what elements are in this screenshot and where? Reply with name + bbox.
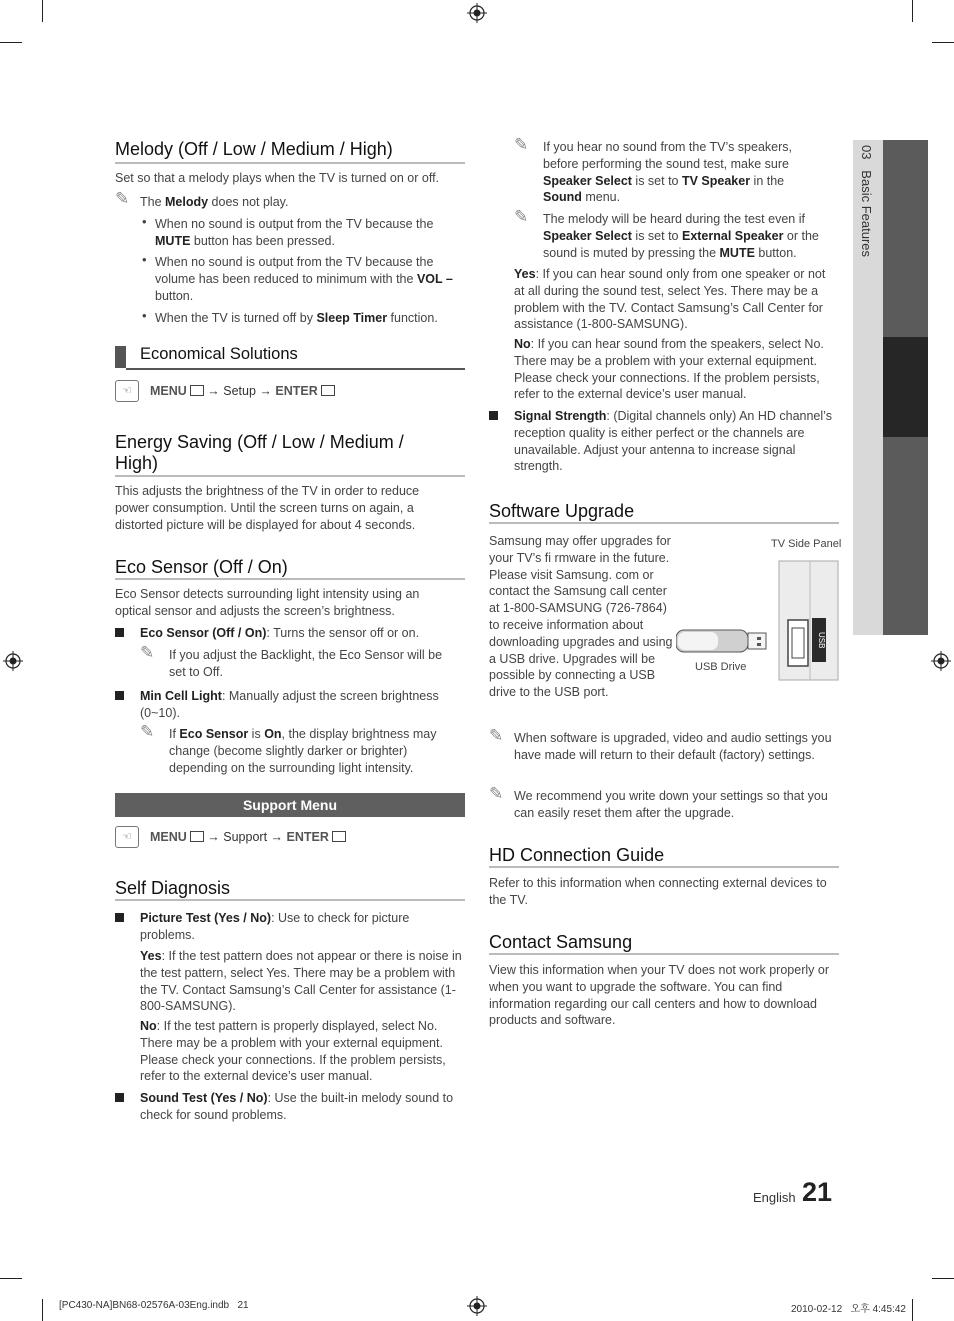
crop-mark [912, 0, 913, 22]
contact-samsung-body: View this information when your TV does not work properly or when you want to upgrade the software. You can find information regarding our call centers and how to download products and software. [489, 963, 829, 1028]
eco-item-2: Min Cell Light: Manually adjust the screen brightness (0~10). [140, 689, 439, 720]
hd-connection-heading: HD Connection Guide [489, 845, 665, 865]
self-diagnosis-heading: Self Diagnosis [115, 878, 231, 898]
crop-mark [42, 1299, 43, 1321]
usb-port-label: USB [817, 631, 826, 649]
note-pencil-icon: ✎ [140, 722, 155, 741]
crop-mark [912, 1299, 913, 1321]
eco-note-2: If Eco Sensor is On, the display brightness may change (become slightly darker or brighter) depending on the surrounding light intensity. [169, 727, 437, 775]
menu-icon [190, 385, 204, 396]
eco-heading: Eco Sensor (Off / On) [115, 557, 288, 577]
melody-heading: Melody (Off / Low / Medium / High) [115, 139, 393, 159]
crop-mark [0, 1278, 22, 1279]
hd-connection-body: Refer to this information when connecting external devices to the TV. [489, 876, 827, 907]
note-pencil-icon: ✎ [140, 643, 155, 662]
section-marker [115, 346, 126, 368]
note-pencil-icon: ✎ [489, 784, 504, 803]
signal-strength: Signal Strength: (Digital channels only) An HD channel’s reception quality is either perfect or the channels are unavailable. Adjust your antenna to increase signal strength. [514, 409, 832, 474]
economical-menu-path: MENU → Setup → ENTER [150, 384, 335, 398]
speaker-note-1: If you hear no sound from the TV’s speakers, before performing the sound test, make sure Speaker Select is set to TV Speaker in the Sound menu. [543, 140, 792, 205]
registration-mark-icon [467, 1296, 487, 1316]
picture-test: Picture Test (Yes / No): Use to check for picture problems. [140, 911, 410, 942]
software-upgrade-heading: Software Upgrade [489, 501, 635, 521]
sound-test-yes: Yes: If you can hear sound only from one speaker or not at all during the sound test, select Yes. There may be a problem with the TV. Contact Samsung’s Call Center for assistance (1-800-SAMSUNG). [514, 267, 826, 332]
economical-heading: Economical Solutions [140, 345, 298, 363]
menu-icon [190, 831, 204, 842]
chapter-label: 03 Basic Features [859, 145, 874, 257]
speaker-note-2: The melody will be heard during the test even if Speaker Select is set to External Speaker or the sound is muted by pressing the MUTE button. [543, 212, 819, 260]
contact-samsung-heading: Contact Samsung [489, 932, 633, 952]
heading-rule [489, 522, 839, 524]
page-number: 21 [802, 1177, 833, 1207]
sound-test: Sound Test (Yes / No): Use the built-in melody sound to check for sound problems. [140, 1091, 454, 1122]
heading-rule [115, 475, 465, 477]
software-body: Samsung may offer upgrades for your TV’s fi rmware in the future. Please visit Samsung. com or contact the Samsung call center at 1-800-SAMSUNG (726-7864) to receive information about downloading upgrades and using a USB drive. Upgrades will be possible by connecting a USB drive to the USB port. [489, 534, 673, 700]
support-menu-path: MENU → Support → ENTER [150, 830, 346, 844]
heading-rule [115, 578, 465, 580]
melody-bullet-2: When no sound is output from the TV because the volume has been reduced to minimum with the VOL – button. [155, 255, 453, 303]
eco-body: Eco Sensor detects surrounding light intensity using an optical sensor and adjusts the screen’s brightness. [115, 587, 420, 618]
side-tab-block [883, 437, 928, 635]
enter-icon [321, 385, 335, 396]
footer-file: [PC430-NA]BN68-02576A-03Eng.indb 21 [59, 1300, 249, 1311]
square-bullet-icon [115, 913, 124, 922]
registration-mark-icon [3, 651, 23, 671]
menu-hand-icon: ☜ [115, 826, 139, 848]
menu-hand-icon: ☜ [115, 380, 139, 402]
note-pencil-icon: ✎ [115, 189, 130, 208]
crop-mark [932, 42, 954, 43]
footer-language: English [753, 1190, 796, 1205]
section-rule [126, 368, 465, 370]
tv-side-panel-label: TV Side Panel [771, 538, 842, 550]
square-bullet-icon [115, 691, 124, 700]
bullet-icon: • [142, 252, 147, 267]
energy-body: This adjusts the brightness of the TV in order to reduce power consumption. Until the screen turns on again, a distorted picture will be displayed for about 4 seconds. [115, 484, 420, 532]
enter-icon [332, 831, 346, 842]
footer-datetime: 2010-02-12 오후 4:45:42 [791, 1304, 906, 1315]
note-pencil-icon: ✎ [514, 207, 529, 226]
picture-test-yes: Yes: If the test pattern does not appear or there is noise in the test pattern, select Yes. There may be a problem with the TV. Contact Samsung’s Call Center for assistance (1-800-SAMSUNG). [140, 949, 462, 1014]
picture-test-no: No: If the test pattern is properly displayed, select No. There may be a problem with your external equipment. Please check your connections. If the problem persists, refer to the external device’s user manual. [140, 1019, 446, 1084]
melody-bullet-3: When the TV is turned off by Sleep Timer function. [155, 311, 438, 325]
heading-rule [115, 162, 465, 164]
energy-heading-line1: Energy Saving (Off / Low / Medium / [115, 432, 404, 452]
sound-test-no: No: If you can hear sound from the speakers, select No. There may be a problem with your external equipment. Please check your connections. If the problem persists, refer to the external device’s user manual. [514, 337, 824, 402]
heading-rule [489, 953, 839, 955]
software-note-2: We recommend you write down your settings so that you can easily reset them after the upgrade. [514, 789, 828, 820]
bullet-icon: • [142, 214, 147, 229]
registration-mark-icon [931, 651, 951, 671]
square-bullet-icon [489, 411, 498, 420]
support-menu-banner: Support Menu [115, 793, 465, 817]
software-note-1: When software is upgraded, video and audio settings you have made will return to their default (factory) settings. [514, 731, 832, 762]
eco-item-1: Eco Sensor (Off / On): Turns the sensor off or on. [140, 626, 420, 640]
bullet-icon: • [142, 308, 147, 323]
heading-rule [115, 899, 465, 901]
square-bullet-icon [115, 1093, 124, 1102]
crop-mark [932, 1278, 954, 1279]
side-tab-active [883, 337, 928, 437]
energy-heading-line2: High) [115, 453, 159, 473]
side-tab-block [883, 140, 928, 337]
melody-bullet-1: When no sound is output from the TV because the MUTE button has been pressed. [155, 217, 434, 248]
melody-note: The Melody does not play. [140, 195, 289, 209]
registration-mark-icon [467, 3, 487, 23]
crop-mark [0, 42, 22, 43]
note-pencil-icon: ✎ [514, 135, 529, 154]
melody-intro: Set so that a melody plays when the TV is turned on or off. [115, 171, 440, 185]
eco-note-1: If you adjust the Backlight, the Eco Sensor will be set to Off. [169, 648, 443, 679]
note-pencil-icon: ✎ [489, 726, 504, 745]
usb-drive-label: USB Drive [695, 661, 747, 673]
heading-rule [489, 866, 839, 868]
square-bullet-icon [115, 628, 124, 637]
crop-mark [42, 0, 43, 22]
